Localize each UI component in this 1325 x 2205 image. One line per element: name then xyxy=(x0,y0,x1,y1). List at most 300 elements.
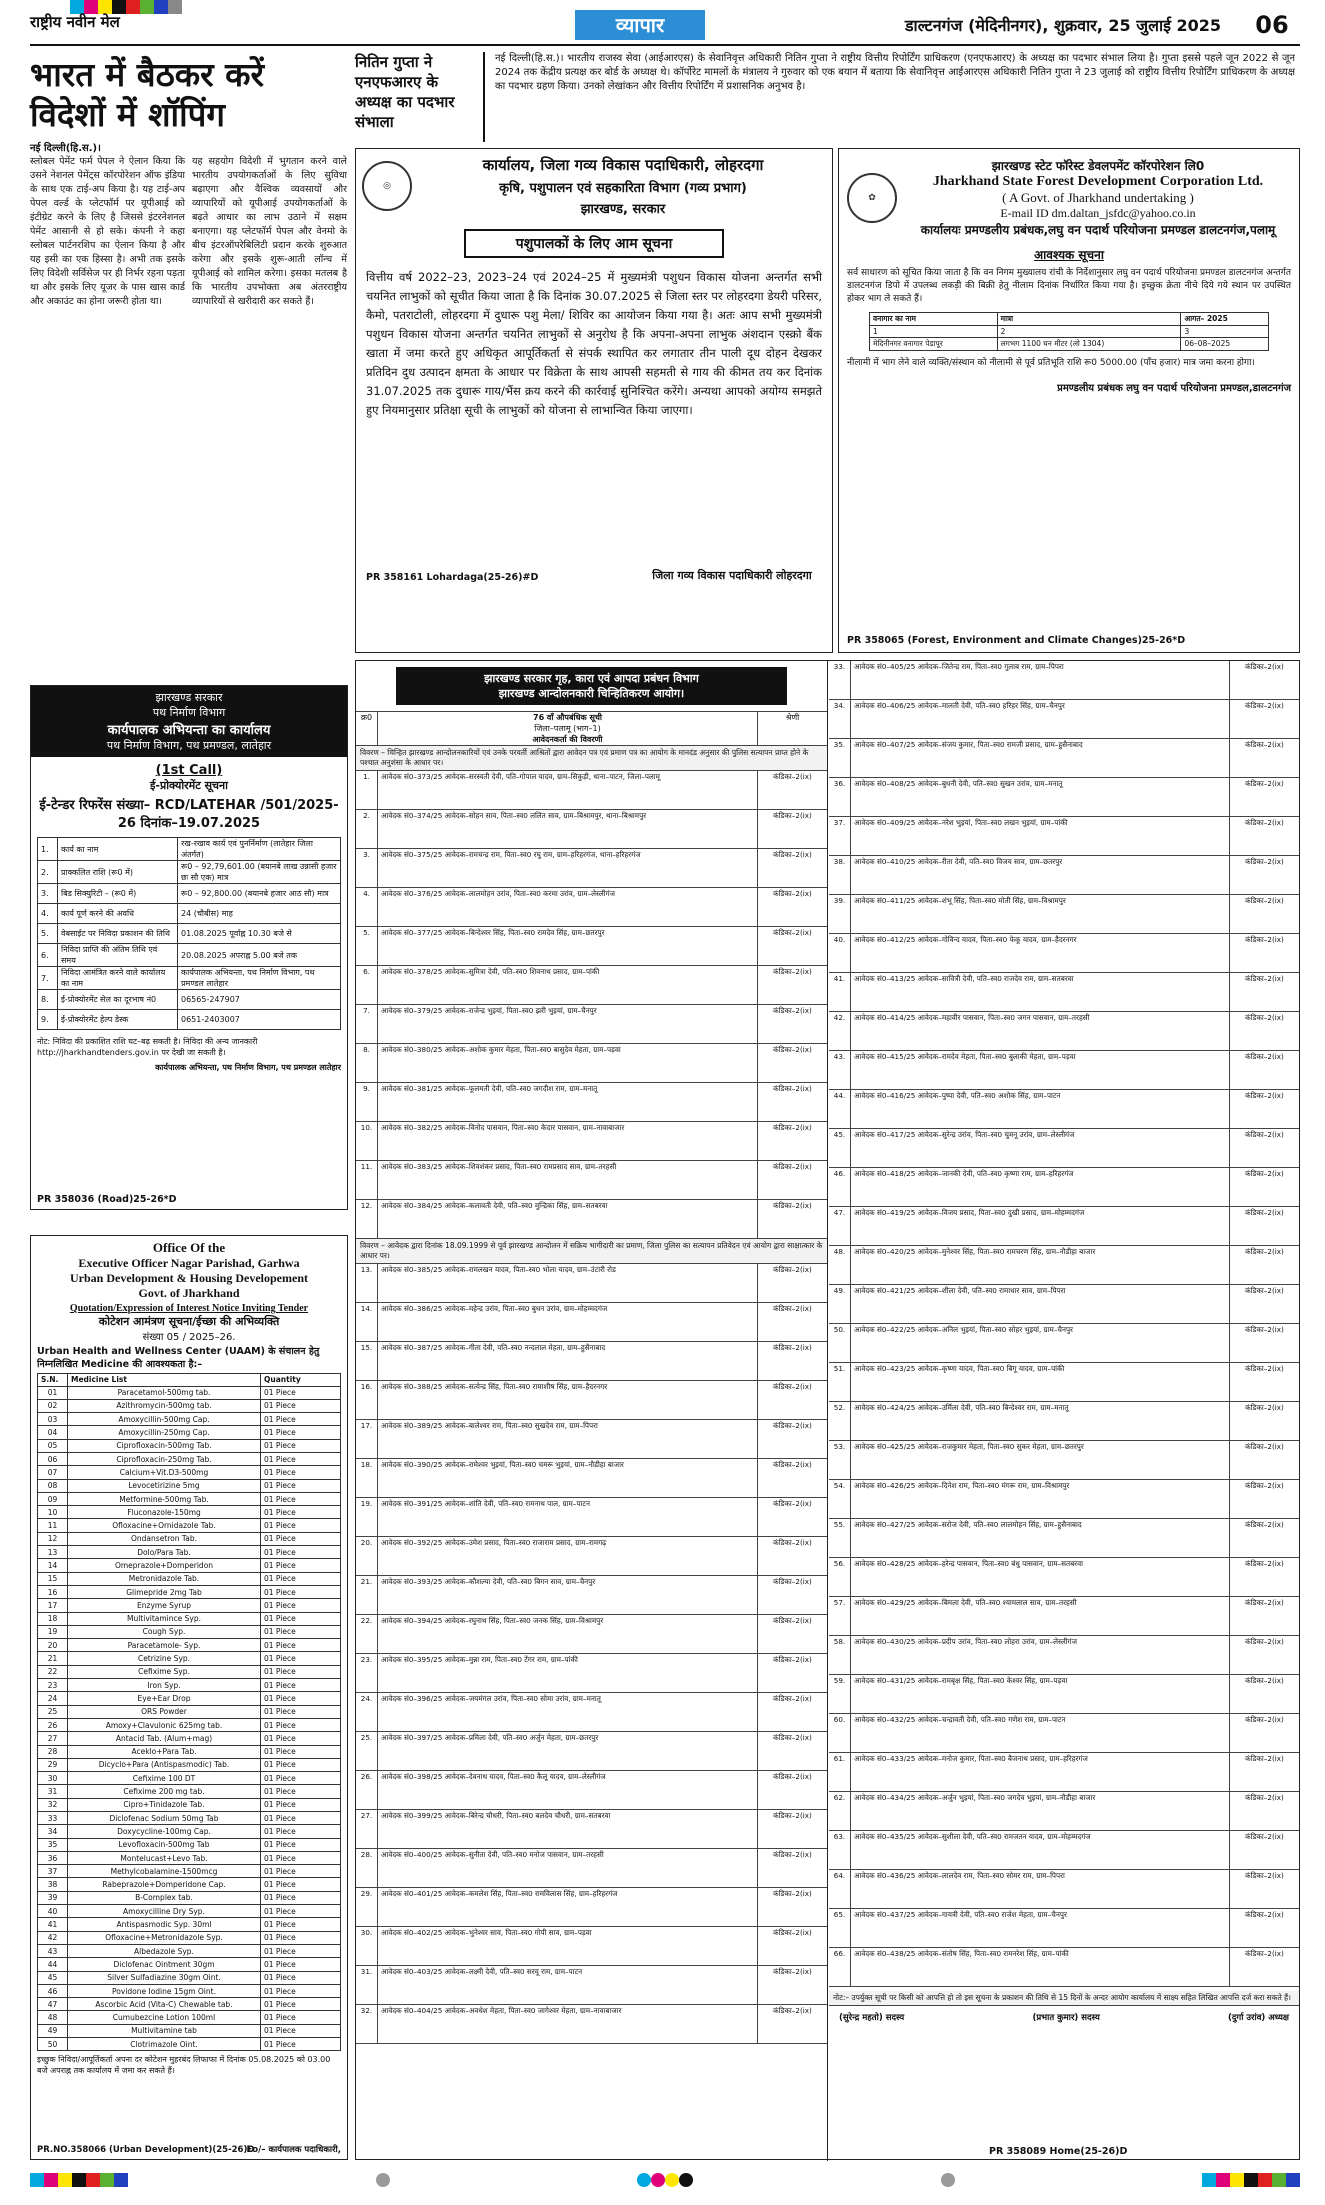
medicine-cell: Metformine-500mg Tab. xyxy=(68,1492,261,1505)
entry-number: 5. xyxy=(356,927,378,965)
list-intro: विवरण – चिन्हित झारखण्ड आन्दोलनकारियों एवं उनके परवर्ती आश्रितों द्वारा आवेदन पत्र एवं प्रमाण पत्र का आयोग के मानदंड अनुसार की पुलिस सत्यापन प्राप्त होने के पश्चात अनुशंसा के आधार पर। xyxy=(356,746,827,771)
medicine-row xyxy=(38,1506,341,1519)
medicine-cell: 18 xyxy=(38,1612,68,1625)
entry-number: 53. xyxy=(829,1441,851,1479)
entry-details: आवेदक सं0–438/25 आवेदक–संतोष सिंह, पिता–स्व0 रामनरेश सिंह, ग्राम–पांकी xyxy=(854,1949,1069,1958)
medicine-cell: 01 Piece xyxy=(261,1572,341,1585)
list-item xyxy=(356,1771,827,1810)
medicine-cell: 44 xyxy=(38,1958,68,1971)
medicine-cell: Paracetamol-500mg tab. xyxy=(68,1386,261,1399)
title-line-4: Govt. of Jharkhand xyxy=(138,1286,240,1300)
tender-row xyxy=(38,838,341,861)
medicine-col-header: S.N. xyxy=(38,1374,68,1387)
entry-number: 10. xyxy=(356,1122,378,1160)
medicine-cell: 35 xyxy=(38,1838,68,1851)
medicine-cell: 15 xyxy=(38,1572,68,1585)
entry-category: कंडिका–2(ix) xyxy=(757,888,827,926)
medicine-cell: 32 xyxy=(38,1798,68,1811)
list-item xyxy=(829,1714,1299,1753)
dateline: डाल्टनगंज (मेदिनीनगर), शुक्रवार, 25 जुलाई 2025 xyxy=(905,16,1222,35)
tender-cell: 0651-2403007 xyxy=(178,1010,341,1030)
entry-category: कंडिका–2(ix) xyxy=(757,1537,827,1575)
medicine-row xyxy=(38,1758,341,1771)
tender-cell: 2. xyxy=(38,861,58,884)
entry-number: 60. xyxy=(829,1714,851,1752)
entry-details: आवेदक सं0–404/25 आवेदक–अवधेश मेहता, पिता–स्व0 जागेश्वर मेहता, ग्राम–नावाबाजार xyxy=(381,2006,622,2015)
medicine-cell: Albedazole Syp. xyxy=(68,1944,261,1957)
medicine-cell: 40 xyxy=(38,1905,68,1918)
medicine-cell: 01 Piece xyxy=(261,1625,341,1638)
signatory-member-1: (सुरेन्द्र महतो) सदस्य xyxy=(839,2013,905,2023)
entry-number: 7. xyxy=(356,1005,378,1043)
entry-category: कंडिका–2(ix) xyxy=(757,1693,827,1731)
medicine-cell: 33 xyxy=(38,1812,68,1825)
ad-office: कार्यालय, जिला गव्य विकास पदाधिकारी, लोहरदगा xyxy=(482,156,764,174)
entry-number: 57. xyxy=(829,1597,851,1635)
medicine-cell: 01 Piece xyxy=(261,1546,341,1559)
ad-pwd-tender xyxy=(30,685,348,1210)
entry-category: कंडिका–2(ix) xyxy=(1229,1012,1299,1050)
medicine-row xyxy=(38,1971,341,1984)
medicine-cell: 01 Piece xyxy=(261,1745,341,1758)
medicine-cell: Povidone Iodine 15gm Oint. xyxy=(68,1984,261,1997)
list-item xyxy=(356,927,827,966)
medicine-cell: 10 xyxy=(38,1506,68,1519)
entry-category: कंडिका–2(ix) xyxy=(1229,739,1299,777)
medicine-cell: 38 xyxy=(38,1878,68,1891)
entry-number: 32. xyxy=(356,2005,378,2043)
entry-details: आवेदक सं0–373/25 आवेदक–सरस्वती देवी, पति–गोपाल यादव, ग्राम–सिकुड़ी, थाना–पाटन, जिला–पलामू xyxy=(381,772,660,781)
list-item xyxy=(356,1083,827,1122)
medicine-cell: 14 xyxy=(38,1559,68,1572)
list-item xyxy=(829,1129,1299,1168)
medicine-cell: 29 xyxy=(38,1758,68,1771)
medicine-row xyxy=(38,1918,341,1931)
signatory-chair: (दुर्गा उरांव) अध्यक्ष xyxy=(1228,2013,1289,2023)
entry-category: कंडिका–2(ix) xyxy=(757,2005,827,2043)
forest-corp-logo-icon: ✿ xyxy=(847,173,897,223)
entries-left xyxy=(356,771,827,2044)
entry-category: कंडिका–2(ix) xyxy=(1229,895,1299,933)
tender-row xyxy=(38,944,341,967)
newspaper-brand: राष्ट्रीय नवीन मेल xyxy=(30,13,120,31)
entry-category: कंडिका–2(ix) xyxy=(1229,1480,1299,1518)
medicine-row xyxy=(38,1944,341,1957)
medicine-cell: Amoxycilline Dry Syp. xyxy=(68,1905,261,1918)
ad-signatory: Eo/– कार्यपालक पदाधिकारी, xyxy=(246,2145,341,2155)
tender-ref-no: ई-टेन्डर रिफरेंस संख्या– RCD/LATEHAR /501/2025-26 दिनांक–19.07.2025 xyxy=(39,798,339,831)
tender-row xyxy=(38,904,341,924)
registration-mark-icon xyxy=(941,2173,955,2187)
list-item xyxy=(356,771,827,810)
medicine-cell: Ofloxacine+Ornidazole Tab. xyxy=(68,1519,261,1532)
medicine-cell: 16 xyxy=(38,1585,68,1598)
entry-category: कंडिका–2(ix) xyxy=(1229,1051,1299,1089)
medicine-cell: 01 Piece xyxy=(261,1984,341,1997)
medicine-cell: 01 Piece xyxy=(261,1825,341,1838)
entry-details: आवेदक सं0–434/25 आवेदक–अर्जुन भुइयां, पिता–स्व0 जगदेव भुइयां, ग्राम–नौडीहा बाजार xyxy=(854,1793,1096,1802)
list-item xyxy=(829,1207,1299,1246)
entry-details: आवेदक सं0–411/25 आवेदक–शंभू सिंह, पिता–स्व0 मोती सिंह, ग्राम–विश्रामपुर xyxy=(854,896,1066,905)
entry-number: 8. xyxy=(356,1044,378,1082)
entry-details: आवेदक सं0–384/25 आवेदक–कलावती देवी, पति–स्व0 मुन्द्रिका सिंह, ग्राम–सतबरवा xyxy=(381,1201,608,1210)
list-item xyxy=(356,1200,827,1239)
entry-number: 62. xyxy=(829,1792,851,1830)
medicine-cell: 43 xyxy=(38,1944,68,1957)
medicine-cell: 01 Piece xyxy=(261,1652,341,1665)
tender-cell: बिड सिक्युरिटी – (रू0 में) xyxy=(58,884,178,904)
entry-category: कंडिका–2(ix) xyxy=(757,1771,827,1809)
list-item xyxy=(829,817,1299,856)
entry-details: आवेदक सं0–388/25 आवेदक–सत्येन्द्र सिंह, पिता–स्व0 रामाशीष सिंह, ग्राम–हैदरनगर xyxy=(381,1382,608,1391)
entry-details: आवेदक सं0–410/25 आवेदक–रीता देवी, पति–स्व0 विजय साव, ग्राम–छतरपुर xyxy=(854,857,1063,866)
entry-number: 49. xyxy=(829,1285,851,1323)
medicine-cell: Omeprazole+Domperidon xyxy=(68,1559,261,1572)
tender-cell: 6. xyxy=(38,944,58,967)
medicine-cell: 06 xyxy=(38,1452,68,1465)
page-number: 06 xyxy=(1255,11,1289,39)
medicine-cell: Enzyme Syrup xyxy=(68,1599,261,1612)
medicine-row xyxy=(38,1825,341,1838)
list-item xyxy=(829,934,1299,973)
medicine-table xyxy=(31,1373,347,2051)
entry-details: आवेदक सं0–397/25 आवेदक–प्रमिला देवी, पति–स्व0 अर्जुन मेहता, ग्राम–छतरपुर xyxy=(381,1733,599,1742)
list-item xyxy=(829,1948,1299,1987)
ad-ref: PR 358036 (Road)25-26*D xyxy=(37,1194,177,1205)
medicine-cell: Dicyclo+Para (Antispasmodic) Tab. xyxy=(68,1758,261,1771)
notice-body: वित्तीय वर्ष 2022–23, 2023–24 एवं 2024–25 में मुख्यमंत्री पशुधन विकास योजना अन्तर्गत सभी चयनित लाभुकों को सूचीत किया जाता है कि दिनांक 30.07.2025 से जिला स्तर पर लोहरदगा डेयरी परिसर, कैमो, पतराटोली, लोहरदगा में दुधारू पशु मेला/ शिविर का आयोजन किया गया है। अतः आप सभी मुख्यमंत्री पशुधन विकास योजना अन्तर्गत चयनित लाभुकों से अनुरोध है कि अपना-अपना लाभुक अंशदान एस्क्रो बैंक खाता में जमा करते हुए अधिकृत आपूर्तिकर्ता से संपर्क स्थापित कर लगातार तीन पाली दूध दोहन देखकर प्रतिदिन दुध उत्पादन क्षमता के आधार पर विक्रेता के साथ आपसी सहमती से गाय की कीमत तय कर दिनांक 31.07.2025 तक दुधारू गाय/भैंस क्रय करने की कार्रवाई सुनिश्चित करेंगे। अन्यथा आपको अयोग्य समझते हुए नियमानुसार प्रतिक्षा सूची के लाभुकों को योजना से लाभान्वित किया जाएगा। xyxy=(366,270,822,417)
quotation-title: Quotation/Expression of Interest Notice Inviting Tender xyxy=(69,1303,309,1314)
entry-details: आवेदक सं0–418/25 आवेदक–जानकी देवी, पति–स्व0 कृष्णा राम, ग्राम–हरिहरगंज xyxy=(854,1169,1074,1178)
medicine-cell: 30 xyxy=(38,1772,68,1785)
list-item xyxy=(356,1537,827,1576)
entry-number: 58. xyxy=(829,1636,851,1674)
list-title: 76 वाँ औपबंधिक सूची xyxy=(533,713,602,722)
entry-category: कंडिका–2(ix) xyxy=(1229,1636,1299,1674)
entry-details: आवेदक सं0–421/25 आवेदक–शीला देवी, पति–स्व0 रामाधार साव, ग्राम–पिपरा xyxy=(854,1286,1066,1295)
medicine-cell: Rabeprazole+Domperidone Cap. xyxy=(68,1878,261,1891)
entry-category: कंडिका–2(ix) xyxy=(1229,1129,1299,1167)
list-item xyxy=(829,1753,1299,1792)
list-item xyxy=(829,1363,1299,1402)
entry-details: आवेदक सं0–375/25 आवेदक–रामचन्द्र राम, पिता–स्व0 रघु राम, ग्राम–हरिहरगंज, थाना–हरिहरगंज xyxy=(381,850,641,859)
ad-ref: PR 358089 Home(25-26)D xyxy=(989,2146,1128,2157)
entry-category: कंडिका–2(ix) xyxy=(1229,1324,1299,1362)
entry-category: कंडिका–2(ix) xyxy=(1229,1090,1299,1128)
entry-number: 55. xyxy=(829,1519,851,1557)
entry-category: कंडिका–2(ix) xyxy=(1229,973,1299,1011)
medicine-cell: 01 Piece xyxy=(261,1426,341,1439)
medicine-row xyxy=(38,1998,341,2011)
medicine-cell: 04 xyxy=(38,1426,68,1439)
entry-number: 22. xyxy=(356,1615,378,1653)
entry-number: 66. xyxy=(829,1948,851,1986)
medicine-cell: Amoxycillin-250mg Cap. xyxy=(68,1426,261,1439)
medicine-cell: Doxycycline-100mg Cap. xyxy=(68,1825,261,1838)
medicine-cell: 01 Piece xyxy=(261,1559,341,1572)
medicine-cell: Antacid Tab. (Alum+mag) xyxy=(68,1732,261,1745)
entry-category: कंडिका–2(ix) xyxy=(757,1927,827,1965)
tender-note: नोट: निविदा की प्रकाशित राशि घट–बढ़ सकती है। निविदा की अन्य जानकारी http://jharkhandtenders.gov.in पर देखी जा सकती है। xyxy=(37,1037,258,1057)
medicine-cell: Fluconazole-150mg xyxy=(68,1506,261,1519)
entry-category: कंडिका–2(ix) xyxy=(1229,1831,1299,1869)
entry-number: 54. xyxy=(829,1480,851,1518)
entry-category: कंडिका–2(ix) xyxy=(757,1654,827,1692)
entry-category: कंडिका–2(ix) xyxy=(757,1459,827,1497)
entry-details: आवेदक सं0–414/25 आवेदक–महावीर पासवान, पिता–स्व0 जगन पासवान, ग्राम–तरहसी xyxy=(854,1013,1090,1022)
tender-cell: 3. xyxy=(38,884,58,904)
list-item xyxy=(356,888,827,927)
entry-details: आवेदक सं0–437/25 आवेदक–गायत्री देवी, पति–स्व0 राजेश मेहता, ग्राम–चैनपुर xyxy=(854,1910,1067,1919)
list-item xyxy=(829,1168,1299,1207)
entry-number: 35. xyxy=(829,739,851,777)
medicine-cell: Amoxy+Clavulonic 625mg tab. xyxy=(68,1718,261,1731)
tender-cell: 1. xyxy=(38,838,58,861)
medicine-cell: 01 Piece xyxy=(261,1944,341,1957)
entry-number: 14. xyxy=(356,1303,378,1341)
list-item xyxy=(356,1888,827,1927)
medicine-cell: Ciprofloxacin-500mg Tab. xyxy=(68,1439,261,1452)
entry-category: कंडिका–2(ix) xyxy=(757,1888,827,1926)
medicine-cell: 01 Piece xyxy=(261,1452,341,1465)
medicine-row xyxy=(38,1865,341,1878)
entry-category: कंडिका–2(ix) xyxy=(1229,1285,1299,1323)
tender-cell: निविदा प्राप्ति की अंतिम तिथि एवं समय xyxy=(58,944,178,967)
entry-details: आवेदक सं0–407/25 आवेदक–संजय कुमार, पिता–स्व0 रामजी प्रसाद, ग्राम–हुसैनाबाद xyxy=(854,740,1083,749)
medicine-cell: 07 xyxy=(38,1466,68,1479)
tender-row xyxy=(38,924,341,944)
list-item xyxy=(356,1732,827,1771)
medicine-row xyxy=(38,1679,341,1692)
entry-details: आवेदक सं0–385/25 आवेदक–रामलखन यादव, पिता–स्व0 भोला यादव, ग्राम–उंटारी रोड xyxy=(381,1265,616,1274)
medicine-cell: 01 xyxy=(38,1386,68,1399)
tender-row xyxy=(38,1010,341,1030)
list-item xyxy=(829,973,1299,1012)
medicine-cell: 01 Piece xyxy=(261,1732,341,1745)
medicine-cell: 26 xyxy=(38,1718,68,1731)
list-item xyxy=(356,1303,827,1342)
entry-details: आवेदक सं0–425/25 आवेदक–राजकुमार मेहता, पिता–स्व0 सुकर मेहता, ग्राम–छतरपुर xyxy=(854,1442,1084,1451)
entry-number: 13. xyxy=(356,1264,378,1302)
list-item xyxy=(829,739,1299,778)
medicine-cell: 28 xyxy=(38,1745,68,1758)
notice-body-2: नीलामी में भाग लेने वाले व्यक्ति/संस्थान को नीलामी से पूर्व प्रतिभूति राशि रू0 5000.00 (पाँच हजार) मात्र जमा करना होगा। xyxy=(847,357,1255,368)
medicine-cell: 01 Piece xyxy=(261,1905,341,1918)
medicine-row xyxy=(38,1479,341,1492)
medicine-cell: Antispasmodic Syp. 30ml xyxy=(68,1918,261,1931)
list-item xyxy=(356,1654,827,1693)
medicine-cell: Dolo/Para Tab. xyxy=(68,1546,261,1559)
entry-number: 2. xyxy=(356,810,378,848)
list-item xyxy=(356,810,827,849)
list-item xyxy=(356,2005,827,2044)
medicine-cell: ORS Powder xyxy=(68,1705,261,1718)
list-item xyxy=(356,1420,827,1459)
entry-number: 39. xyxy=(829,895,851,933)
entry-category: कंडिका–2(ix) xyxy=(757,1161,827,1199)
entry-details: आवेदक सं0–376/25 आवेदक–लालमोहन उरांव, पिता–स्व0 करमा उरांव, ग्राम–लेस्लीगंज xyxy=(381,889,615,898)
entry-details: आवेदक सं0–436/25 आवेदक–लालदेव राम, पिता–स्व0 सोमर राम, ग्राम–पिपरा xyxy=(854,1871,1065,1880)
entry-category: कंडिका–2(ix) xyxy=(1229,1675,1299,1713)
medicine-cell: Eye+Ear Drop xyxy=(68,1692,261,1705)
medicine-cell: Azithromycin-500mg tab. xyxy=(68,1399,261,1412)
list-item xyxy=(829,661,1299,700)
medicine-col-header: Quantity xyxy=(261,1374,341,1387)
commission-left-column xyxy=(356,661,828,2161)
medicine-cell: Levocetirizine 5mg xyxy=(68,1479,261,1492)
medicine-cell: 01 Piece xyxy=(261,1758,341,1771)
entry-category: कंडिका–2(ix) xyxy=(757,1083,827,1121)
medicine-cell: Multivitamince Syp. xyxy=(68,1612,261,1625)
entry-number: 34. xyxy=(829,700,851,738)
list-item xyxy=(829,700,1299,739)
medicine-cell: 01 Piece xyxy=(261,1506,341,1519)
entry-category: कंडिका–2(ix) xyxy=(757,810,827,848)
entry-number: 18. xyxy=(356,1459,378,1497)
medicine-cell: 01 Piece xyxy=(261,1718,341,1731)
tender-cell: 4. xyxy=(38,904,58,924)
list-item xyxy=(356,1810,827,1849)
entry-category: कंडिका–2(ix) xyxy=(757,1122,827,1160)
entry-category: कंडिका–2(ix) xyxy=(1229,1948,1299,1986)
entry-details: आवेदक सं0–433/25 आवेदक–मनोज कुमार, पिता–स्व0 बैजनाथ प्रसाद, ग्राम–हरिहरगंज xyxy=(854,1754,1088,1763)
list-item xyxy=(829,1441,1299,1480)
tender-cell: ई-प्रोक्योरमेंट सेल का दूरभाष नं0 xyxy=(58,990,178,1010)
story-column-1: स्लोबल पेमेंट फर्म पेपल ने ऐलान किया कि उसने नेशनल पेमेंट्स कॉरपोरेशन ऑफ इंडिया के साथ एक टाई-अप किया है। यह टाई-अप पेपल वर्ल्ड के प्लेटफॉर्म पर यूपीआई को इंटीग्रेट करने के लिए है जिससे इंटरनेशनल पेमेंट आसानी से हो सके। कंपनी ने कहा स्लोबल पार्टनरशिप का ऐलान किया है और यह इसी का एक हिस्सा है। अभी तक इसके लिए विदेशी सर्विसेज पर ही निर्भर रहना पड़ता था और इसके लिए यूजर के पास खास कार्ड और अकाउंट का होना जरूरी होता था। xyxy=(30,156,185,307)
entry-number: 65. xyxy=(829,1909,851,1947)
medicine-cell: 01 Piece xyxy=(261,1705,341,1718)
medicine-cell: 01 Piece xyxy=(261,1838,341,1851)
medicine-row xyxy=(38,1639,341,1652)
tender-type: ई-प्रोक्योरमेंट सूचना xyxy=(149,779,228,792)
list-item xyxy=(829,1519,1299,1558)
entry-category: कंडिका–2(ix) xyxy=(1229,1402,1299,1440)
medicine-row xyxy=(38,1413,341,1426)
medicine-row xyxy=(38,1905,341,1918)
registration-mark-icon xyxy=(376,2173,390,2187)
list-item xyxy=(356,1576,827,1615)
ad-signatory: प्रमण्डलीय प्रबंधक लघु वन पदार्थ परियोजना प्रमण्डल,डालटनगंज xyxy=(1057,382,1291,394)
entry-category: कंडिका–2(ix) xyxy=(757,927,827,965)
entry-details: आवेदक सं0–429/25 आवेदक–बिमला देवी, पति–स्व0 श्यामलाल साव, ग्राम–तरहसी xyxy=(854,1598,1077,1607)
medicine-cell: Metronidazole Tab. xyxy=(68,1572,261,1585)
medicine-cell: Amoxycillin-500mg Cap. xyxy=(68,1413,261,1426)
entry-category: कंडिका–2(ix) xyxy=(1229,1909,1299,1947)
medicine-cell: Calcium+Vit.D3-500mg xyxy=(68,1466,261,1479)
medicine-row xyxy=(38,1718,341,1731)
entry-details: आवेदक सं0–396/25 आवेदक–जयमंगल उरांव, पिता–स्व0 सोमा उरांव, ग्राम–मनातू xyxy=(381,1694,601,1703)
medicine-row xyxy=(38,1838,341,1851)
entry-details: आवेदक सं0–405/25 आवेदक–जितेन्द्र राम, पिता–स्व0 गुलाब राम, ग्राम–पिपरा xyxy=(854,662,1064,671)
entry-number: 45. xyxy=(829,1129,851,1167)
entry-details: आवेदक सं0–382/25 आवेदक–विनोद पासवान, पिता–स्व0 केदार पासवान, ग्राम–नावाबाजार xyxy=(381,1123,625,1132)
medicine-row xyxy=(38,1585,341,1598)
tender-cell: वेबसाईट पर निविदा प्रकाशन की तिथि xyxy=(58,924,178,944)
list-item xyxy=(829,1402,1299,1441)
medicine-cell: Glimepride 2mg Tab xyxy=(68,1585,261,1598)
commission-right-column xyxy=(829,661,1299,2161)
medicine-cell: 01 Piece xyxy=(261,1798,341,1811)
entry-category: कंडिका–2(ix) xyxy=(1229,700,1299,738)
story-body-gupta: नई दिल्ली(हि.स.)। भारतीय राजस्व सेवा (आईआरएस) के सेवानिवृत्त अधिकारी नितिन गुप्ता ने राष्ट्रीय वित्तीय रिपोर्टिंग प्राधिकरण (एनएफआरए) के अध्यक्ष का पदभार संभाल लिया है। गुप्ता इससे पहले जून 2022 से जून 2024 तक केंद्रीय प्रत्यक्ष कर बोर्ड के अध्यक्ष थे। कॉर्पोरेट मामलों के मंत्रालय ने गुरुवार को एक बयान में बताया कि सेवानिवृत्त आईआरएस अधिकारी नितिन गुप्ता ने 23 जुलाई को राष्ट्रीय वित्तीय रिपोर्टिंग प्राधिकरण के अध्यक्ष का पदभार ग्रहण किया। उनको लेखांकन और वित्तीय रिपोर्टिंग में प्रशासनिक अनुभव है। xyxy=(495,53,1295,92)
medicine-row xyxy=(38,1984,341,1997)
tender-cell: रू0 – 92,79,601.00 (बयानबे लाख उन्नासी हजार छः सौ एक) मात्र xyxy=(178,861,341,884)
entry-number: 9. xyxy=(356,1083,378,1121)
signatory-member-2: (प्रभात कुमार) सदस्य xyxy=(1032,2013,1100,2023)
list-item xyxy=(829,1831,1299,1870)
entry-number: 63. xyxy=(829,1831,851,1869)
entry-details: आवेदक सं0–381/25 आवेदक–फूलमती देवी, पति–स्व0 जगदीश राम, ग्राम–मनातू xyxy=(381,1084,598,1093)
medicine-row xyxy=(38,1692,341,1705)
entry-number: 33. xyxy=(829,661,851,699)
ad-garhwa-quotation xyxy=(30,1235,348,2160)
tender-cell: कार्य पूर्ण करने की अवधि xyxy=(58,904,178,924)
tender-cell: 24 (चौबीस) माह xyxy=(178,904,341,924)
entry-number: 20. xyxy=(356,1537,378,1575)
col-header-no: क्र0 xyxy=(356,712,378,745)
entry-details: आवेदक सं0–399/25 आवेदक–बिरेन्द्र चौधरी, पिता–स्व0 बलदेव चौधरी, ग्राम–सतबरवा xyxy=(381,1811,611,1820)
entry-details: आवेदक सं0–383/25 आवेदक–शिवशंकर प्रसाद, पिता–स्व0 रामप्रसाद साव, ग्राम–तरहसी xyxy=(381,1162,617,1171)
medicine-cell: 47 xyxy=(38,1998,68,2011)
tender-cell: 20.08.2025 अपराह्न 5.00 बजे तक xyxy=(178,944,341,967)
medicine-cell: Cefixime 200 mg tab. xyxy=(68,1785,261,1798)
medicine-cell: Levofloxacin-500mg Tab xyxy=(68,1838,261,1851)
medicine-cell: 08 xyxy=(38,1479,68,1492)
list-item xyxy=(829,856,1299,895)
tender-table xyxy=(31,833,347,1034)
entry-category: कंडिका–2(ix) xyxy=(757,1381,827,1419)
medicine-row xyxy=(38,2024,341,2037)
tender-row xyxy=(38,884,341,904)
medicine-row xyxy=(38,1812,341,1825)
medicine-cell: Cipro+Tinidazole Tab. xyxy=(68,1798,261,1811)
list-item xyxy=(829,895,1299,934)
story-headline-shopping: भारत में बैठकर करें विदेशों में शॉपिंग xyxy=(30,55,264,134)
tender-cell: निविदा आमंत्रित करने वाले कार्यालय का नाम xyxy=(58,967,178,990)
medicine-row xyxy=(38,1466,341,1479)
medicine-cell: B-Complex tab. xyxy=(68,1891,261,1904)
medicine-row xyxy=(38,1745,341,1758)
ad-signatory: जिला गव्य विकास पदाधिकारी लोहरदगा xyxy=(652,569,812,582)
entry-details: आवेदक सं0–413/25 आवेदक–सावित्री देवी, पति–स्व0 राजदेव राम, ग्राम–सतबरवा xyxy=(854,974,1074,983)
entry-category: कंडिका–2(ix) xyxy=(1229,1597,1299,1635)
medicine-row xyxy=(38,1732,341,1745)
list-item xyxy=(356,1044,827,1083)
medicine-cell: Aceklo+Para Tab. xyxy=(68,1745,261,1758)
ad-forest-notice xyxy=(838,148,1300,653)
list-item xyxy=(829,1558,1299,1597)
medicine-cell: Ofloxacine+Metronidazole Syp. xyxy=(68,1931,261,1944)
medicine-cell: 01 Piece xyxy=(261,1785,341,1798)
medicine-row xyxy=(38,2011,341,2024)
list-item xyxy=(829,1675,1299,1714)
ad-office: कार्यालयः प्रमण्डलीय प्रबंधक,लघु वन पदार्थ परियोजना प्रमण्डल डालटनगंज,पलामू xyxy=(920,223,1276,237)
entry-details: आवेदक सं0–390/25 आवेदक–रामेश्वर भुइयां, पिता–स्व0 चमरू भुइयां, ग्राम–नौडीहा बाजार xyxy=(381,1460,624,1469)
medicine-cell: Paracetamole- Syp. xyxy=(68,1639,261,1652)
entry-category: कंडिका–2(ix) xyxy=(757,849,827,887)
medicine-cell: Cough Syp. xyxy=(68,1625,261,1638)
medicine-row xyxy=(38,2038,341,2051)
list-mid-note: विवरण – आवेदक द्वारा दिनांक 18.09.1999 से पूर्व झारखण्ड आन्दोलन में सक्रिय भागीदारी का प्रमाण, जिला पुलिस का सत्यापन प्रतिवेदन एवं आयोग द्वारा साक्षात्कार के आधार पर। xyxy=(356,1239,827,1264)
td-date: 06–08–2025 xyxy=(1181,338,1269,351)
medicine-cell: 25 xyxy=(38,1705,68,1718)
medicine-cell: 01 Piece xyxy=(261,1865,341,1878)
medicine-cell: 19 xyxy=(38,1625,68,1638)
medicine-cell: 01 Piece xyxy=(261,1772,341,1785)
tender-row xyxy=(38,967,341,990)
medicine-cell: 05 xyxy=(38,1439,68,1452)
list-item xyxy=(356,1122,827,1161)
